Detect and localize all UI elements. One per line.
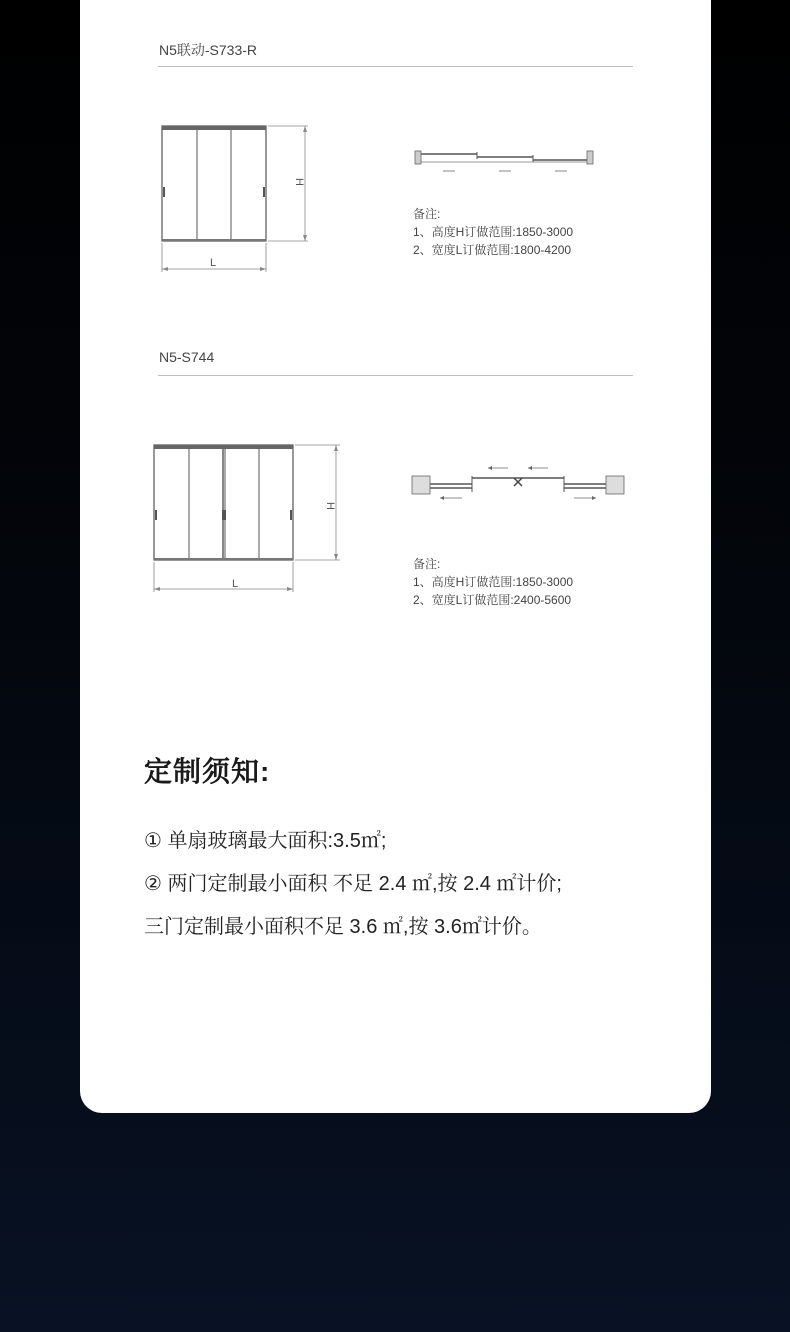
- section1-note: [413, 205, 573, 259]
- section1-note-line: 2、宽度L订做范围:1800-4200: [413, 243, 572, 257]
- section2-note: [413, 555, 573, 609]
- section2-elevation-drawing: [150, 440, 350, 595]
- section2-l-label: L: [232, 578, 239, 590]
- notice-list: [144, 820, 562, 949]
- section1-divider: [158, 66, 633, 67]
- notice-line: ① 单扇玻璃最大面积:3.5㎡;: [144, 830, 387, 852]
- section2-note-title: 备注:: [413, 557, 441, 571]
- section1-note-line: 1、高度H订做范围:1850-3000: [413, 225, 574, 239]
- content-card: [80, 0, 711, 1113]
- section1-h-label: H: [292, 178, 305, 186]
- section1-l-label: L: [210, 257, 217, 269]
- section1-plan-drawing: [413, 146, 598, 176]
- section2-divider: [158, 375, 633, 376]
- notice-heading: 定制须知:: [144, 756, 271, 787]
- notice-line: ② 两门定制最小面积 不足 2.4 ㎡,按 2.4 ㎡计价;: [144, 873, 562, 895]
- section1-note-title: 备注:: [413, 207, 441, 221]
- section2-note-line: 2、宽度L订做范围:2400-5600: [413, 593, 572, 607]
- notice-line: 三门定制最小面积不足 3.6 ㎡,按 3.6㎡计价。: [144, 916, 542, 938]
- section2-plan-drawing: [410, 462, 630, 504]
- section2-h-label: H: [323, 502, 336, 510]
- section1-elevation-drawing: [156, 122, 316, 277]
- section1-title: N5联动-S733-R: [159, 42, 258, 58]
- section2-title: N5-S744: [159, 349, 215, 365]
- section2-note-line: 1、高度H订做范围:1850-3000: [413, 575, 574, 589]
